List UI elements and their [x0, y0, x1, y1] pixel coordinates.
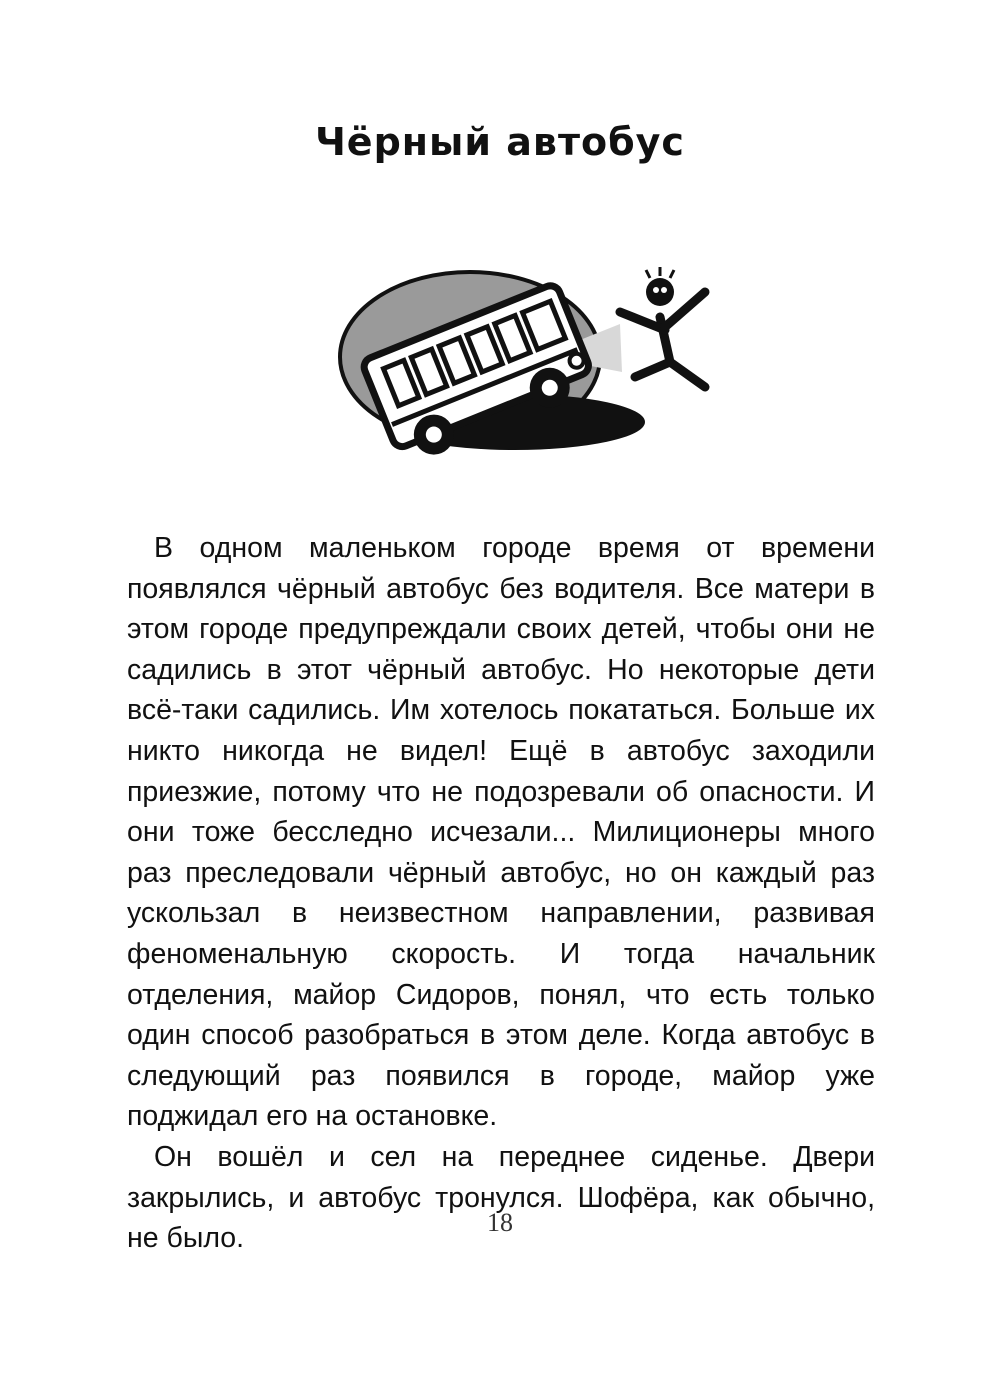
paragraph-2: Он вошёл и сел на переднее сиденье. Двери закрылись, и автобус тронулся. Шофёра, как обычно, не было. [127, 1140, 875, 1255]
paragraph-1: В одном маленьком городе время от времени появлялся чёрный автобус без водителя. Все матери в этом городе предупреждали своих детей, чтобы они не садились в этот чёрный автобус. Но некоторые дети всё-таки садились. Им хотелось покататься. Больше их никто никогда не видел! Ещё в автобус заходили приезжие, потому что не подозревали об опасности. И они тоже бесследно исчезали... Милиционеры много раз преследовали чёрный автобус, но он каждый раз ускользал в неизвестном направлении, развивая феноменальную скорость. И тогда начальник отделения, майор Сидоров, понял, что есть только один способ разобраться в этом деле. Когда автобус в следующий раз появился в городе, майор уже поджидал его на остановке. [127, 532, 875, 1133]
page-number: 18 [487, 1208, 513, 1237]
bus-chasing-man-icon [330, 262, 730, 462]
page-title: Чёрный автобус [315, 120, 685, 164]
story-text [127, 528, 875, 1259]
